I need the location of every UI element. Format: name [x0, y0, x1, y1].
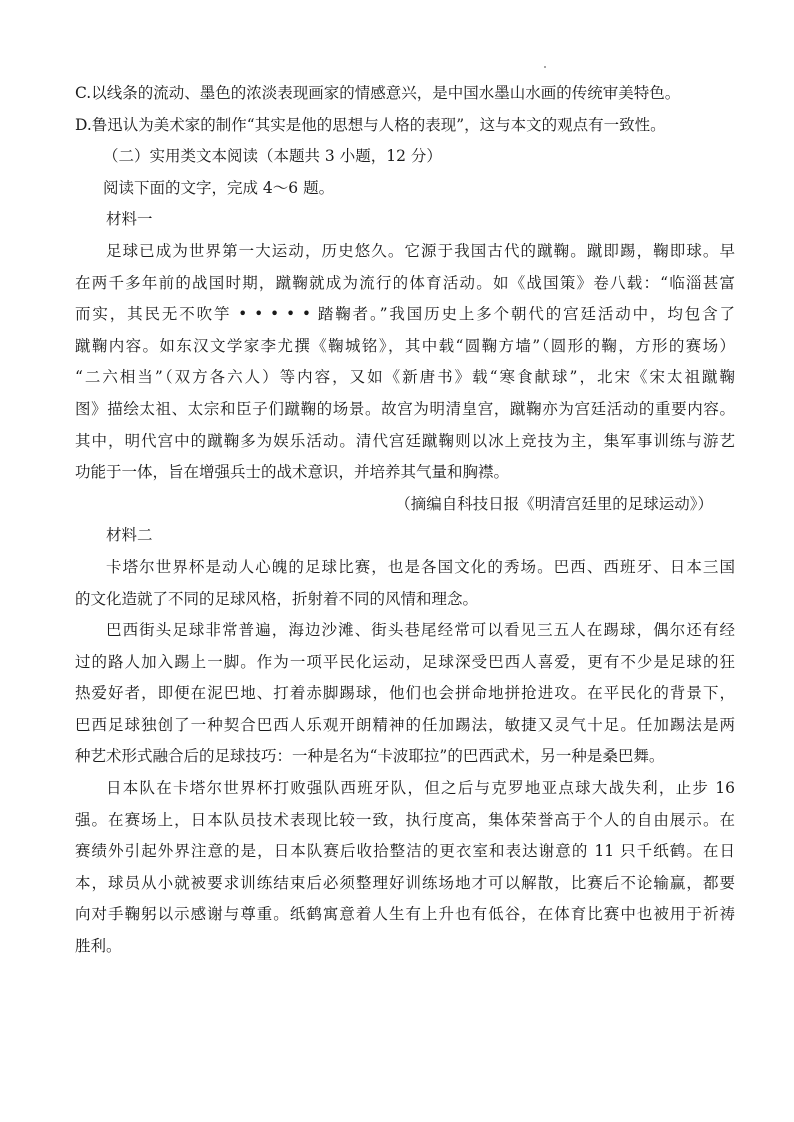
material2-paragraph-1 — [75, 552, 735, 615]
text-line: 卡塔尔世界杯是动人心魄的足球比赛，也是各国文化的秀场。巴西、西班牙、日本三国 — [106, 557, 735, 576]
scan-speck — [544, 66, 546, 68]
exam-page — [75, 78, 735, 963]
text-line: 热爱好者，即便在泥巴地、打着赤脚踢球，他们也会拼命地拼抢进攻。在平民化的背景下， — [75, 684, 735, 703]
text-line: 其中，明代宫中的蹴鞠多为娱乐活动。清代宫廷蹴鞠则以冰上竞技为主，集军事训练与游艺 — [75, 431, 735, 450]
option-c: C.以线条的流动、墨色的浓淡表现画家的情感意兴，是中国水墨山水画的传统审美特色。 — [75, 84, 681, 102]
material2-paragraph-3 — [75, 773, 735, 963]
text-line: 而实，其民无不吹竽 • • • • • 踏鞠者。”我国历史上多个朝代的宫廷活动中，均包含了 — [75, 305, 735, 324]
text-line: 日本队在卡塔尔世界杯打败强队西班牙队，但之后与克罗地亚点球大战失利，止步 16 — [106, 779, 735, 798]
material1-paragraph — [75, 236, 735, 489]
material1-heading: 材料一 — [106, 210, 153, 229]
text-line: 蹴鞠内容。如东汉文学家李尤撰《鞠城铭》，其中载“圆鞠方墙”（圆形的鞠，方形的赛场） — [75, 336, 735, 355]
instruction: 阅读下面的文字，完成 4～6 题。 — [103, 178, 335, 197]
text-line: 功能于一体，旨在增强兵士的战术意识，并培养其气量和胸襟。 — [75, 463, 510, 482]
material2-heading: 材料二 — [106, 526, 153, 545]
text-line: “二六相当”（双方各六人）等内容，又如《新唐书》载“寒食献球”，北宋《宋太祖蹴鞠 — [75, 368, 735, 387]
material2-paragraph-2 — [75, 615, 735, 773]
text-line: 胜利。 — [75, 937, 122, 956]
material1-source: （摘编自科技日报《明清宫廷里的足球运动》） — [395, 494, 713, 513]
text-line: 的文化造就了不同的足球风格，折射着不同的风情和理念。 — [75, 589, 479, 608]
text-line: 图》描绘太祖、太宗和臣子们蹴鞠的场景。故宫为明清皇宫，蹴鞠亦为宫廷活动的重要内容。 — [75, 399, 735, 418]
text-line: 赛绩外引起外界注意的是，日本队赛后收拾整洁的更衣室和表达谢意的 11 只千纸鹤。在日 — [75, 842, 735, 861]
text-line: 足球已成为世界第一大运动，历史悠久。它源于我国古代的蹴鞠。蹴即踢，鞠即球。早 — [106, 241, 735, 260]
option-d: D.鲁迅认为美术家的制作“其实是他的思想与人格的表现”，这与本文的观点有一致性。 — [75, 115, 666, 134]
text-line: 向对手鞠躬以示感谢与尊重。纸鹤寓意着人生有上升也有低谷，在体育比赛中也被用于祈祷 — [75, 905, 735, 924]
text-line: 巴西足球独创了一种契合巴西人乐观开朗精神的任加踢法，敏捷又灵气十足。任加踢法是两 — [75, 715, 735, 734]
text-line: 强。在赛场上，日本队员技术表现比较一致，执行度高，集体荣誉高于个人的自由展示。在 — [75, 810, 735, 829]
text-line: 过的路人加入踢上一脚。作为一项平民化运动，足球深受巴西人喜爱，更有不少是足球的狂 — [75, 652, 735, 671]
text-line: 在两千多年前的战国时期，蹴鞠就成为流行的体育活动。如《战国策》卷八载：“临淄甚富 — [75, 273, 735, 292]
text-line: 种艺术形式融合后的足球技巧：一种是名为“卡波耶拉”的巴西武术，另一种是桑巴舞。 — [75, 747, 665, 766]
section-heading: （二）实用类文本阅读（本题共 3 小题，12 分） — [103, 147, 442, 166]
text-line: 本，球员从小就被要求训练结束后必须整理好训练场地才可以解散，比赛后不论输赢，都要 — [75, 873, 735, 892]
text-line: 巴西街头足球非常普遍，海边沙滩、街头巷尾经常可以看见三五人在踢球，偶尔还有经 — [106, 621, 735, 640]
